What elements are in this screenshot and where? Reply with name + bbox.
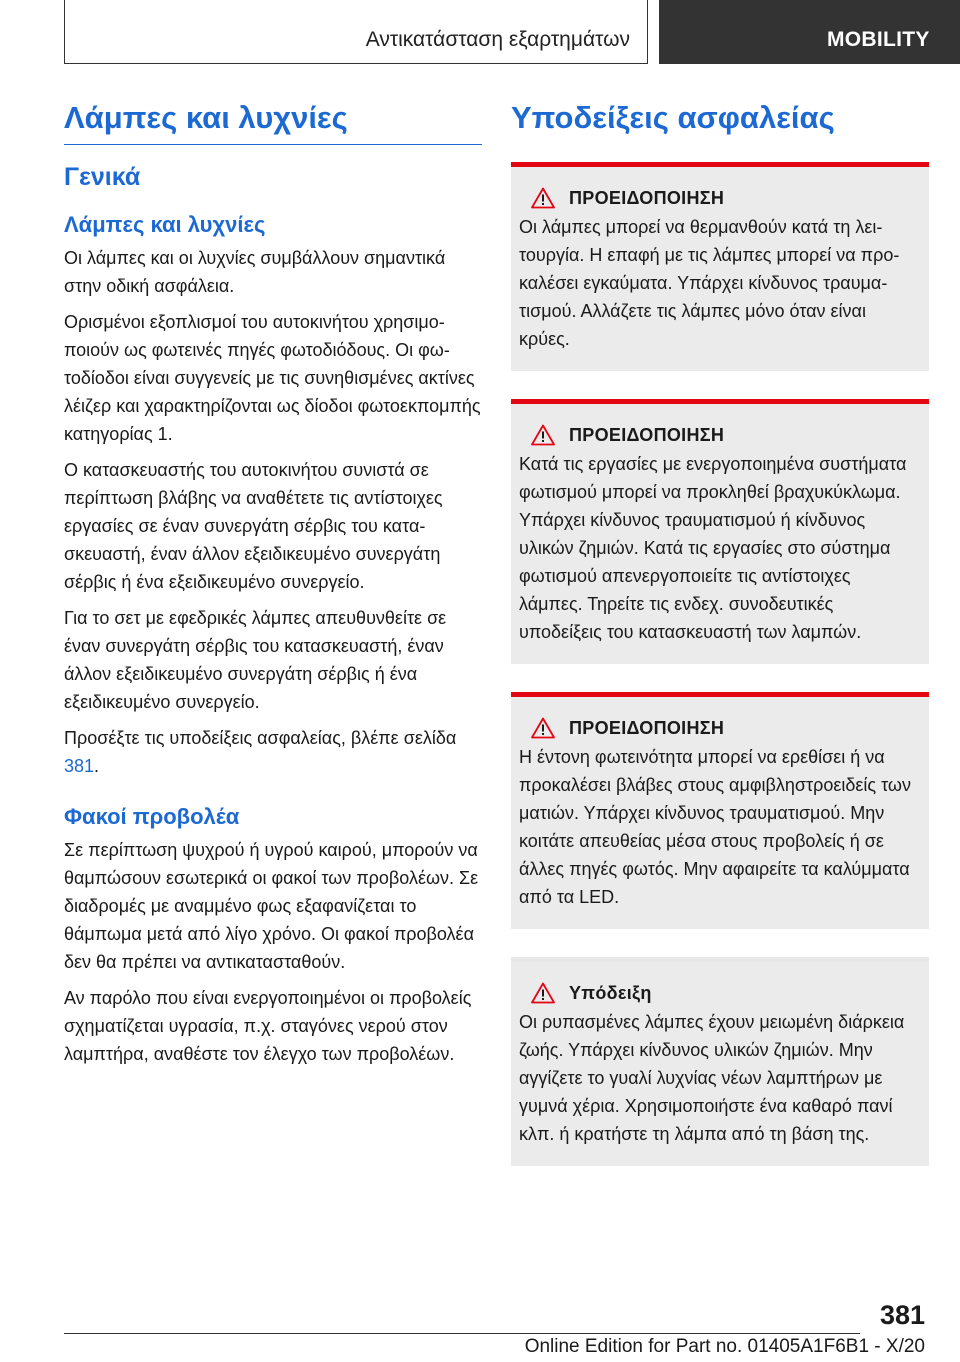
warning-box [511,692,929,929]
warning-box [511,162,929,371]
paragraph: Σε περίπτωση ψυχρού ή υγρού καιρού, μπορούν να θαμπώσουν εσωτερικά οι φακοί των προβολέων. Σε διαδρομές με αναμμένο φως εξαφανίζεται το θάμπωμα μετά από λίγο χρόνο. Οι φακοί προβολέα δεν θα πρέπει να αντικατασταθούν. [64,840,479,972]
header-chapter-title: Αντικατάσταση εξαρτημάτων [365,28,630,51]
warning-text: Η έντονη φωτεινότητα μπορεί να ερεθίσει ή να προκαλέσει βλάβες στους αμφιβληστροειδείς των ματιών. Υπάρχει κίνδυνος τραυματισμού. Μην κοιτάτε απευθείας μέσα στους προβολείς ή σε άλλες πηγές φωτός. Μην αφαιρείτε τα καλύμματα από τα LED. [519,747,911,907]
paragraph: Για το σετ με εφεδρικές λάμπες απευθυνθείτε σε έναν συνεργάτη σέρβις του κατασκευαστή, έναν άλλον εξειδικευμένο συνεργάτη σέρβις ή ένα εξειδικευμένο συνεργείο. [64,608,447,712]
paragraph: Ο κατασκευαστής του αυτοκινήτου συνιστά σε περίπτωση βλάβης να αναθέτετε τις αντίστοιχες εργασίες σε έναν συνεργάτη σέρβις του κατασκευαστή, έναν άλλον εξειδικευμένο συνεργάτη σέρβις ή ένα εξειδικευμένο συνεργείο. [64,460,443,592]
warning-triangle-icon [531,717,555,739]
left-column [64,100,482,1076]
right-title: Υποδείξεις ασφαλείας [511,100,835,135]
warning-text: Οι λάμπες μπορεί να θερμανθούν κατά τη λειτουργία. Η επαφή με τις λάμπες μπορεί να προκαλέσει εγκαύματα. Υπάρχει κίνδυνος τραυματισμού. Αλλάζετε τις λάμπες μόνο όταν είναι κρύες. [519,217,900,349]
page-reference-link[interactable]: 381 [64,756,95,776]
note-title: Υπόδειξη [569,982,652,1003]
warning-title: ΠΡΟΕΙΔΟΠΟΙΗΣΗ [569,424,725,445]
note-box [511,957,929,1166]
note-text: Οι ρυπασμένες λάμπες έχουν μειωμένη διάρκεια ζωής. Υπάρχει κίνδυνος υλικών ζημιών. Μην αγγίζετε το γυαλί λυχνίας νέων λαμπτήρων με γυμνά χέρια. Χρησιμοποιήστε ένα καθαρό πανί κλπ. ή κρατήστε τη λάμπα από τη βάση της. [519,1012,905,1144]
safety-reference-end: . [94,756,100,776]
footer-edition: Online Edition for Part no. 01405A1F6B1 - X/20 [524,1336,925,1357]
general-heading: Γενικά [64,163,141,191]
note-box-header [531,982,917,1004]
lamps-subheading: Λάμπες και λυχνίες [64,212,266,237]
warning-triangle-icon [531,424,555,446]
warning-title: ΠΡΟΕΙΔΟΠΟΙΗΣΗ [569,187,725,208]
warning-box-header [531,187,917,209]
warning-title: ΠΡΟΕΙΔΟΠΟΙΗΣΗ [569,717,725,738]
warning-triangle-icon [531,982,555,1004]
safety-reference-paragraph [64,724,482,780]
warning-box-header [531,424,917,446]
paragraph: Ορισμένοι εξοπλισμοί του αυτοκινήτου χρησιμοποιούν ως φωτεινές πηγές φωτοδιόδους. Οι φωτοδίοδοι είναι συγγενείς με τις συνηθισμένες ακτίνες λέιζερ και χαρακτηρίζονται ως δίοδοι φωτοεκπομπής κατηγορίας 1. [64,312,481,444]
paragraph: Αν παρόλο που είναι ενεργοποιημένοι οι προβολείς σχηματίζεται υγρασία, π.χ. σταγόνες νερού στον λαμπτήρα, αναθέστε τον έλεγχο των προβολέων. [64,988,472,1064]
headlight-lenses-subheading: Φακοί προβολέα [64,804,240,829]
footer-divider [64,1333,860,1334]
warning-box [511,399,929,664]
warning-triangle-icon [531,187,555,209]
warning-text: Κατά τις εργασίες με ενεργοποιημένα συστήματα φωτισμού μπορεί να προκληθεί βραχυκύκλωμα. Υπάρχει κίνδυνος τραυματισμού ή κίνδυνος υλικών ζημιών. Κατά τις εργασίες στο σύστημα φωτισμού απενεργοποιείτε τις αντίστοιχες λάμπες. Τηρείτε τις ενδεχ. συνοδευτικές υποδείξεις του κατασκευαστή των λαμπών. [519,454,907,642]
warning-box-header [531,717,917,739]
left-title: Λάμπες και λυχνίες [64,100,482,145]
header-section-tab: MOBILITY [659,0,960,64]
page-number: 381 [879,1300,925,1330]
paragraph: Οι λάμπες και οι λυχνίες συμβάλλουν σημαντικά στην οδική ασφάλεια. [64,248,446,296]
right-column [511,100,929,1194]
safety-reference-text: Προσέξτε τις υποδείξεις ασφαλείας, βλέπε σελίδα [64,728,457,748]
